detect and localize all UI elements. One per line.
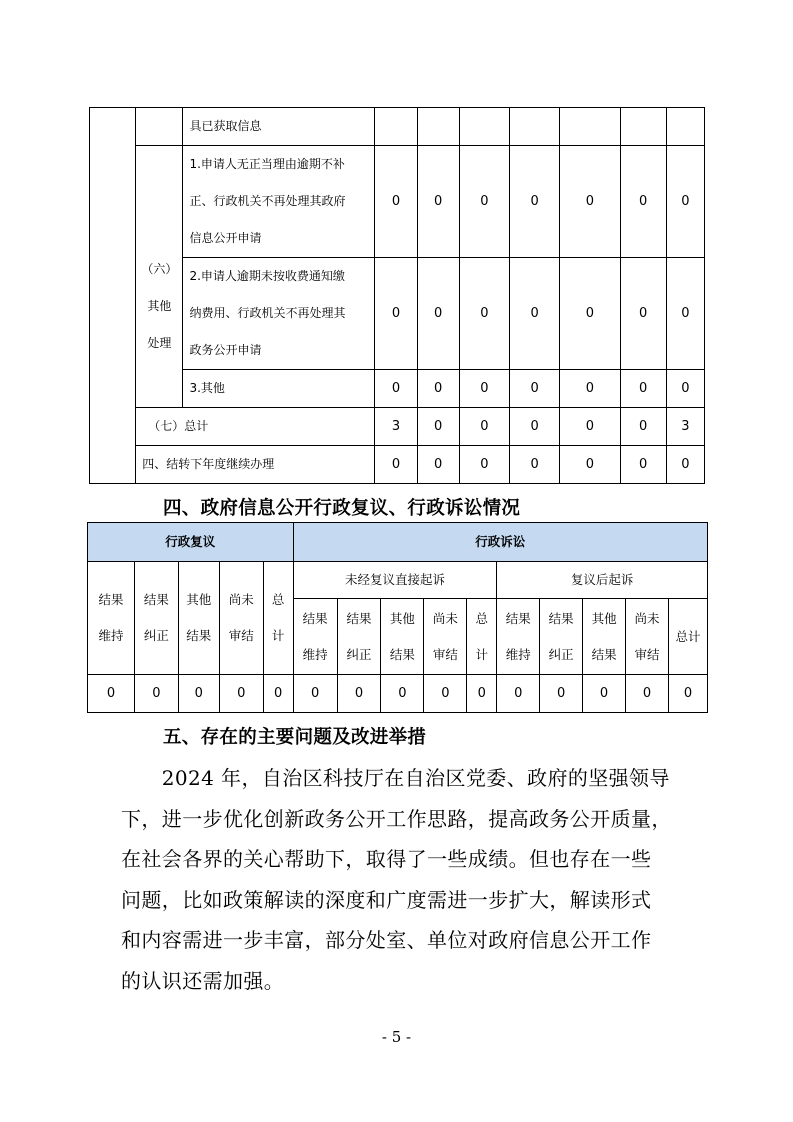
row-text: 具已获取信息 (183, 108, 375, 146)
section5-title: 五、存在的主要问题及改进举措 (163, 727, 427, 748)
carry-over-label: 四、结转下年度继续办理 (136, 446, 375, 484)
section4-title: 四、政府信息公开行政复议、行政诉讼情况 (163, 498, 521, 519)
review-litigation-table: 行政复议 行政诉讼 结果 维持 结果 纠正 其他 结果 尚未 审结 总 计 未经复议直接起诉 复议后起诉 结果 维持 结果 纠正 其他 结果 尚未 审结 总 计 结果 维持 结果 纠正 其他 结果 尚未 审结 总计 0 0 0 0 0 0 0 0 0 0 0 0 0 0 0 (87, 522, 708, 713)
item3-text: 3.其他 (183, 370, 375, 408)
page-number: - 5 - (381, 1028, 412, 1046)
litigation-header: 行政诉讼 (293, 523, 707, 562)
item2-text: 2.申请人逾期未按收费通知缴 纳费用、行政机关不再处理其 政务公开申请 (183, 258, 375, 370)
review-header: 行政复议 (88, 523, 294, 562)
section-label-empty (136, 108, 183, 146)
left-margin-cell (90, 108, 136, 484)
after-header: 复议后起诉 (497, 562, 708, 599)
item1-text: 1.申请人无正当理由逾期不补 正、行政机关不再处理其政府 信息公开申请 (183, 146, 375, 258)
disclosure-processing-table: 具已获取信息 （六） 其他 处理 1.申请人无正当理由逾期不补 正、行政机关不再处理其政府 信息公开申请 0 0 0 0 0 0 0 2.申请人逾期未按收费通知缴 纳费用、行政机关不再处理其 政务公开申请 0 0 0 0 0 0 0 3.其他 0 0 0 0 0 0 0 （七）总计 3 0 0 0 0 0 3 四、结转下年度继续办理 0 0 0 0 0 0 0 (89, 107, 705, 484)
direct-header: 未经复议直接起诉 (293, 562, 497, 599)
section6-label: （六） 其他 处理 (136, 146, 183, 408)
body-paragraph: 2024 年，自治区科技厅在自治区党委、政府的坚强领导 下，进一步优化创新政务公开工作思路，提高政务公开质量， 在社会各界的关心帮助下，取得了一些成绩。但也存在一些 问题，比如政策解读的深度和广度需进一步扩大，解读形式 和内容需进一步丰富，部分处室、单位对政府信息公开工作 的认识还需加强。 (121, 766, 672, 993)
total-label: （七）总计 (136, 408, 375, 446)
